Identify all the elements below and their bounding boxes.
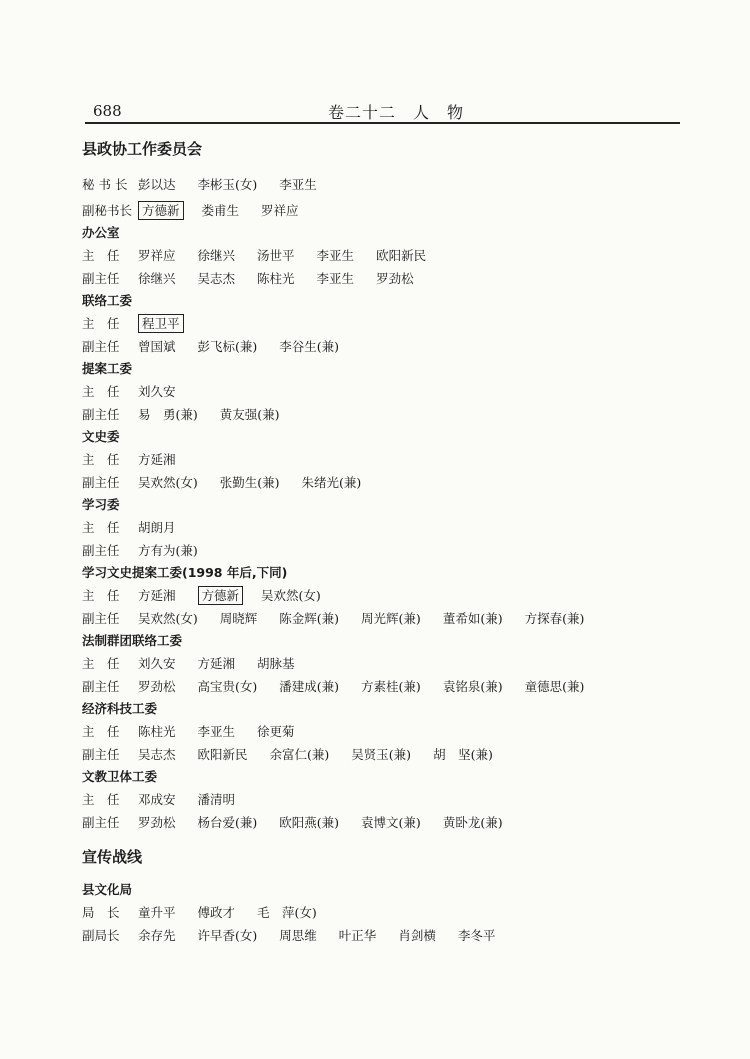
- role-label: 副主任: [82, 339, 120, 354]
- person-name: 方素桂(兼): [361, 679, 421, 694]
- section-title: 宣传战线: [82, 848, 143, 866]
- roster-row: [82, 720, 682, 743]
- boxed-person-name: 方德新: [198, 586, 244, 605]
- subsection-title: 法制群团联络工委: [82, 633, 183, 648]
- person-name: 潘清明: [197, 792, 236, 807]
- role-label: 副主任: [82, 679, 120, 694]
- role-label: 副主任: [82, 407, 120, 422]
- person-name: 吴志杰: [138, 747, 176, 762]
- person-name: 黄友强(兼): [219, 407, 280, 422]
- header-rule: [85, 122, 680, 124]
- person-name: 李亚生: [316, 248, 355, 263]
- roster-row: [82, 788, 682, 811]
- roster-row: [82, 924, 682, 947]
- person-name: 彭飞标(兼): [197, 339, 258, 354]
- person-name: 欧阳新民: [197, 747, 248, 762]
- person-name: 余存先: [138, 928, 176, 943]
- person-name: 毛 萍(女): [257, 905, 317, 920]
- person-name: 吴贤玉(兼): [351, 747, 412, 762]
- role-label: 主 任: [82, 588, 120, 603]
- person-name: 童德思(兼): [524, 679, 585, 694]
- roster-row: [82, 901, 682, 924]
- role-label: 副主任: [82, 271, 120, 286]
- subsection-title: 文史委: [82, 429, 120, 444]
- person-name: 高宝贵(女): [197, 679, 258, 694]
- person-name: 方探春(兼): [524, 611, 585, 626]
- person-name: 叶正华: [338, 928, 377, 943]
- person-name: 董希如(兼): [442, 611, 503, 626]
- person-name: 陈金辉(兼): [279, 611, 340, 626]
- roster-row: [82, 516, 682, 539]
- roster-row: [82, 335, 682, 358]
- person-name: 李亚生: [197, 724, 236, 739]
- person-name: 娄甫生: [201, 203, 240, 218]
- person-name: 邓成安: [138, 792, 176, 807]
- person-name: 刘久安: [138, 656, 176, 671]
- roster-row: [82, 539, 682, 562]
- subsection-title: 经济科技工委: [82, 701, 158, 716]
- role-label: 主 任: [82, 316, 120, 331]
- person-name: 吴欢然(女): [261, 588, 321, 603]
- role-label: 副主任: [82, 611, 120, 626]
- person-name: 陈柱光: [257, 271, 295, 286]
- person-name: 罗劲松: [138, 679, 176, 694]
- person-name: 彭以达: [138, 177, 176, 192]
- person-name: 欧阳燕(兼): [279, 815, 340, 830]
- person-name: 周光辉(兼): [361, 611, 421, 626]
- subsection-title: 县文化局: [82, 882, 133, 897]
- boxed-person-name: 方德新: [138, 201, 184, 220]
- roster-row: [82, 675, 682, 698]
- person-name: 许早香(女): [197, 928, 258, 943]
- subsection-title: 联络工委: [82, 293, 133, 308]
- person-name: 周思维: [279, 928, 317, 943]
- person-name: 吴志杰: [197, 271, 236, 286]
- person-name: 袁铭泉(兼): [442, 679, 503, 694]
- page-content: [82, 138, 682, 947]
- person-name: 徐更菊: [257, 724, 295, 739]
- boxed-person-name: 程卫平: [138, 314, 184, 333]
- role-label: 主 任: [82, 452, 120, 467]
- person-name: 朱绪光(兼): [301, 475, 362, 490]
- subsection-title: 办公室: [82, 225, 120, 240]
- person-name: 袁博文(兼): [361, 815, 421, 830]
- person-name: 吴欢然(女): [138, 611, 198, 626]
- person-name: 李谷生(兼): [279, 339, 340, 354]
- role-label: 副主任: [82, 475, 120, 490]
- person-name: 罗劲松: [376, 271, 414, 286]
- subsection-title: 学习委: [82, 497, 120, 512]
- person-name: 黄卧龙(兼): [442, 815, 503, 830]
- roster-row: [82, 312, 682, 335]
- person-name: 童升平: [138, 905, 176, 920]
- person-name: 李冬平: [457, 928, 496, 943]
- roster-row: [82, 380, 682, 403]
- person-name: 张勤生(兼): [219, 475, 280, 490]
- person-name: 杨台爱(兼): [197, 815, 258, 830]
- role-label: 主 任: [82, 724, 120, 739]
- role-label: 主 任: [82, 248, 120, 263]
- roster-row: [82, 448, 682, 471]
- person-name: 方有为(兼): [138, 543, 198, 558]
- person-name: 易 勇(兼): [138, 407, 198, 422]
- person-name: 欧阳新民: [376, 248, 427, 263]
- subsection-title: 学习文史提案工委(1998 年后,下同): [82, 565, 288, 580]
- person-name: 胡 坚(兼): [433, 747, 493, 762]
- person-name: 徐继兴: [197, 248, 236, 263]
- person-name: 周晓辉: [219, 611, 258, 626]
- roster-row: [82, 607, 682, 630]
- person-name: 李彬玉(女): [197, 177, 258, 192]
- person-name: 方延湘: [138, 452, 176, 467]
- role-label: 主 任: [82, 520, 120, 535]
- person-name: 李亚生: [279, 177, 317, 192]
- section-title: 县政协工作委员会: [82, 140, 203, 158]
- roster-row: [82, 173, 682, 196]
- page-number: 688: [93, 102, 122, 120]
- role-label: 副主任: [82, 747, 120, 762]
- person-name: 肖剑横: [398, 928, 436, 943]
- roster-row: [82, 743, 682, 766]
- person-name: 陈柱光: [138, 724, 176, 739]
- person-name: 吴欢然(女): [138, 475, 198, 490]
- person-name: 罗劲松: [138, 815, 176, 830]
- person-name: 汤世平: [257, 248, 295, 263]
- subsection-title: 提案工委: [82, 361, 133, 376]
- person-name: 余富仁(兼): [269, 747, 330, 762]
- role-label: 秘 书 长: [82, 177, 128, 192]
- role-label: 副主任: [82, 543, 120, 558]
- roster-row: [82, 811, 682, 834]
- roster-row: [82, 244, 682, 267]
- role-label: 副主任: [82, 815, 120, 830]
- running-header-title: 卷二十二 人 物: [328, 103, 465, 122]
- role-label: 主 任: [82, 384, 120, 399]
- person-name: 胡朗月: [138, 520, 176, 535]
- roster-row: [82, 403, 682, 426]
- person-name: 徐继兴: [138, 271, 176, 286]
- role-label: 主 任: [82, 792, 120, 807]
- person-name: 潘建成(兼): [279, 679, 340, 694]
- roster-row: [82, 584, 682, 607]
- roster-row: [82, 471, 682, 494]
- roster-row: [82, 652, 682, 675]
- role-label: 局 长: [82, 905, 120, 920]
- roster-row: [82, 267, 682, 290]
- role-label: 副秘书长: [82, 203, 133, 218]
- roster-row: [82, 199, 682, 222]
- person-name: 方延湘: [197, 656, 236, 671]
- role-label: 主 任: [82, 656, 120, 671]
- person-name: 傅政才: [197, 905, 236, 920]
- subsection-title: 文教卫体工委: [82, 769, 158, 784]
- person-name: 曾国斌: [138, 339, 176, 354]
- person-name: 李亚生: [316, 271, 355, 286]
- person-name: 刘久安: [138, 384, 176, 399]
- role-label: 副局长: [82, 928, 120, 943]
- person-name: 方延湘: [138, 588, 176, 603]
- person-name: 胡脉基: [257, 656, 295, 671]
- person-name: 罗祥应: [138, 248, 176, 263]
- person-name: 罗祥应: [261, 203, 299, 218]
